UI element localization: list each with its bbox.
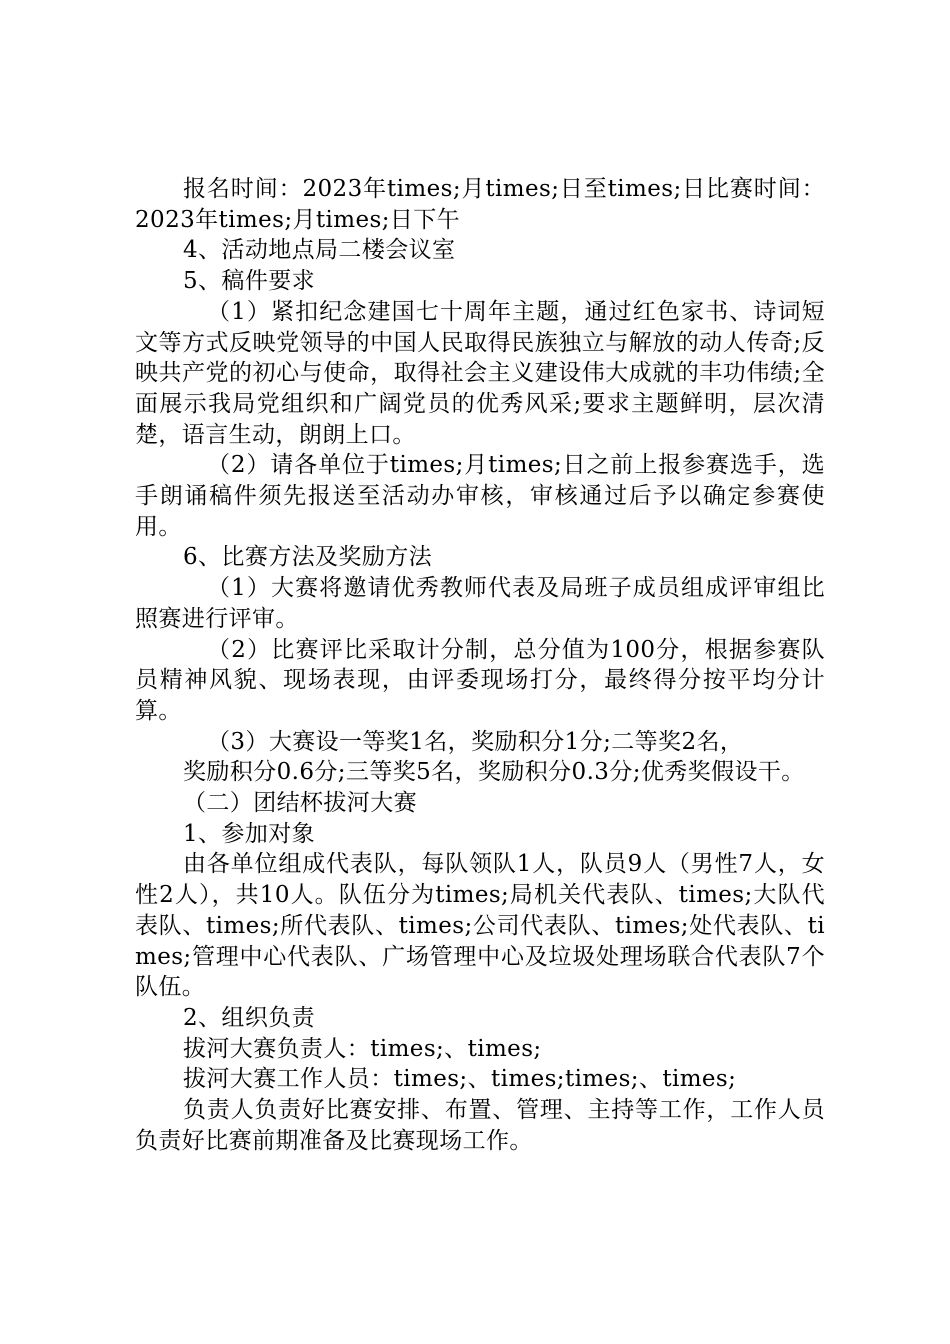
tug-of-war-staff: 拔河大赛工作人员：times;、times;times;、times; [183, 1066, 737, 1093]
venue-paragraph: 4、活动地点局二楼会议室 [183, 237, 456, 264]
document-body [135, 174, 825, 1157]
award-points-paragraph: 奖励积分0.6分;三等奖5名，奖励积分0.3分;优秀奖假设干。 [183, 759, 805, 786]
competition-method-heading: 6、比赛方法及奖励方法 [183, 544, 433, 571]
participants-paragraph: 由各单位组成代表队，每队领队1人，队员9人（男性7人，女性2人），共10人。队伍分为times;局机关代表队、times;大队代表队、times;所代表队、times;公司代表队、times;处代表队、times;管理中心代表队、广场管理中心及垃圾处理场联合代表队7个队伍。 [135, 851, 825, 1001]
manuscript-requirement-1: （1）紧扣纪念建国七十周年主题，通过红色家书、诗词短文等方式反映党领导的中国人民取得民族独立与解放的动人传奇;反映共产党的初心与使命，取得社会主义建设伟大成就的丰功伟绩;全面展示我局党组织和广阔党员的优秀风采;要求主题鲜明，层次清楚，语言生动，朗朗上口。 [135, 298, 825, 448]
responsibilities-paragraph: 负责人负责好比赛安排、布置、管理、主持等工作，工作人员负责好比赛前期准备及比赛现场工作。 [135, 1097, 825, 1154]
competition-method-1: （1）大赛将邀请优秀教师代表及局班子成员组成评审组比照赛进行评审。 [135, 575, 825, 632]
tug-of-war-section-heading: （二）团结杯拔河大赛 [183, 790, 417, 817]
tug-of-war-leader: 拔河大赛负责人：times;、times; [183, 1035, 542, 1062]
manuscript-requirements-heading: 5、稿件要求 [183, 268, 316, 295]
manuscript-requirement-2: （2）请各单位于times;月times;日之前上报参赛选手，选手朗诵稿件须先报送至活动办审核，审核通过后予以确定参赛使用。 [135, 452, 825, 540]
competition-method-2: （2）比赛评比采取计分制，总分值为100分，根据参赛队员精神风貌、现场表现，由评委现场打分，最终得分按平均分计算。 [135, 636, 825, 724]
participants-heading: 1、参加对象 [183, 820, 316, 847]
competition-method-3: （3）大赛设一等奖1名，奖励积分1分;二等奖2名， [207, 728, 744, 755]
registration-time-paragraph: 报名时间：2023年times;月times;日至times;日比赛时间：2023年times;月times;日下午 [135, 176, 825, 233]
organization-heading: 2、组织负责 [183, 1004, 316, 1031]
